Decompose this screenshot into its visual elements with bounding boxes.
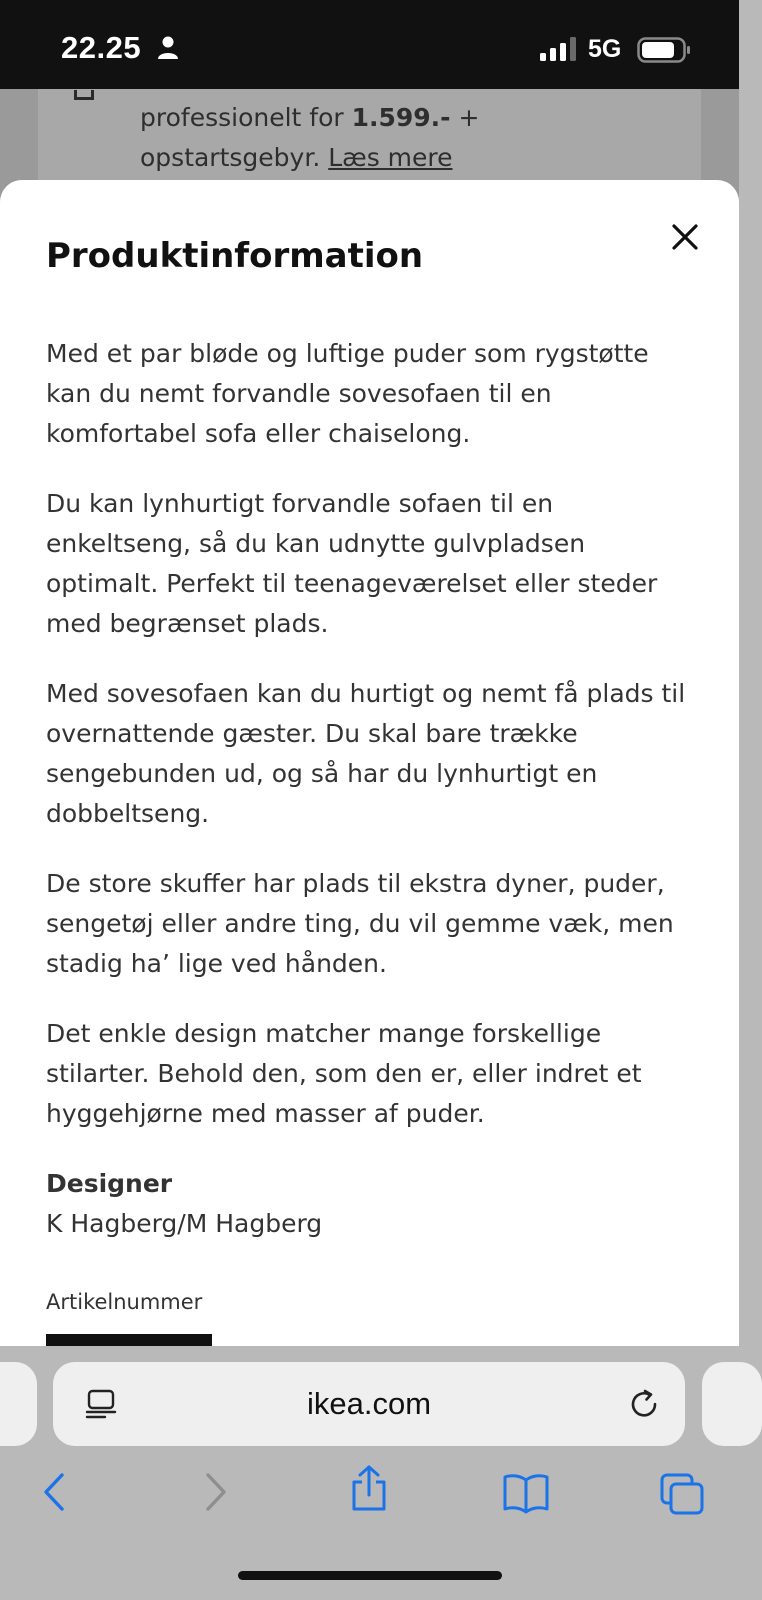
home-indicator[interactable] (238, 1571, 502, 1580)
bg-price: 1.599.- (351, 103, 451, 132)
description-paragraph: De store skuffer har plads til ekstra dyner, puder, sengetøj eller andre ting, du vil gemme væk, men stadig ha’ lige ved hånden. (46, 869, 674, 978)
share-icon[interactable] (349, 1464, 389, 1516)
forward-chevron-icon[interactable] (198, 1472, 232, 1516)
description-paragraph: Det enkle design matcher mange forskellige stilarter. Behold den, som den er, eller indret et hyggehjørne med masser af puder. (46, 1019, 642, 1128)
url-text[interactable]: ikea.com (306, 1386, 432, 1421)
article-number-label: Artikelnummer (46, 1290, 203, 1314)
description-paragraph: Du kan lynhurtigt forvandle sofaen til en enkeltseng, så du kan udnytte gulvpladsen optimalt. Perfekt til teenageværelset eller steder med begrænset plads. (46, 489, 658, 638)
next-tab-peek[interactable] (702, 1362, 762, 1446)
previous-tab-peek[interactable] (0, 1362, 37, 1446)
product-description (46, 334, 696, 1244)
signal-icon (540, 37, 578, 65)
sheet-title-clipped (46, 236, 466, 276)
person-icon (157, 36, 179, 64)
description-paragraph: Med et par bløde og luftige puder som rygstøtte kan du nemt forvandle sovesofaen til en komfortabel sofa eller chaiselong. (46, 339, 649, 448)
background-card-icon (74, 90, 94, 100)
tabs-icon[interactable] (659, 1472, 705, 1520)
product-info-sheet (0, 180, 739, 1346)
battery-icon (637, 37, 691, 67)
designer-heading: Designer (46, 1169, 173, 1198)
bookmarks-book-icon[interactable] (502, 1472, 550, 1518)
reload-icon[interactable] (627, 1387, 661, 1425)
status-time: 22.25 (61, 30, 142, 65)
browser-chrome (0, 1346, 739, 1600)
bg-text-part: opstartsgebyr. (140, 143, 329, 172)
bg-text-part: + (450, 103, 480, 132)
designer-name: K Hagberg/M Hagberg (46, 1209, 323, 1238)
network-label: 5G (588, 35, 622, 63)
back-chevron-icon[interactable] (38, 1472, 72, 1516)
description-paragraph: Med sovesofaen kan du hurtigt og nemt få plads til overnattende gæster. Du skal bare trække sengebunden ud, og så har du lynhurtigt en dobbeltseng. (46, 679, 686, 828)
bg-text-part: professionelt for (140, 103, 352, 132)
sheet-title: Produktinformation (46, 236, 424, 276)
address-bar[interactable] (53, 1362, 685, 1446)
close-button[interactable] (663, 215, 707, 259)
background-service-text (140, 98, 700, 178)
read-more-link[interactable]: Læs mere (328, 143, 453, 172)
status-bar (0, 0, 739, 89)
close-icon (671, 223, 699, 251)
